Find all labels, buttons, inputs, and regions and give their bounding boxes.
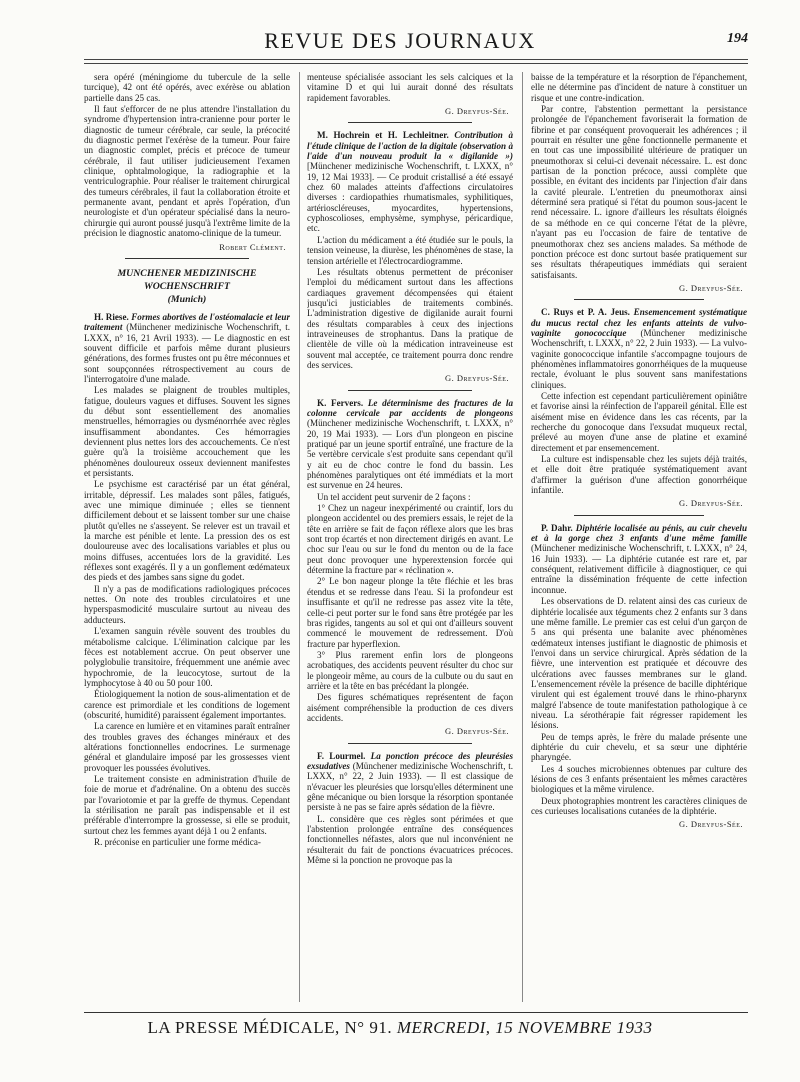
paragraph: 3° Plus rarement enfin lors de plongeons acrobatiques, des accidents peuvent résulter du choc sur le plongeoir même, au cours de la culbute ou du saut en arrière et la tête en bas précédant la plongée.: [307, 649, 513, 691]
article-abstract: [531, 523, 747, 595]
article-text: (Münchener medizinische Wochenschrift, t. LXXX, n° 24, 16 Juin 1933). — La diphtérie cutanée est rare et, par conséquent, relativement difficile à diagnostiquer, ce qui entraîne la dissémination fréquente de cette infection inconnue.: [531, 543, 747, 595]
article-abstract: [531, 307, 747, 390]
separator: [348, 390, 472, 391]
column-1: [84, 72, 290, 1004]
paragraph: Par contre, l'abstention permettant la persistance prolongée de l'épanchement favoriserait la formation de fibrine et par conséquent provoquerait les adhérences ; il pourrait en résulter une gêne fonctionnelle permanente et en tout cas une impossibilité ultérieure de pratiquer un pneumothorax si celui-ci devenait nécessaire. L. est donc partisan de la ponction précoce, aussi complète que possible, en évitant des incidents par l'injection d'air dans la cavité pleurale. L'entretien du pneumothorax ainsi déterminé sera pratiqué si l'état du poumon sous-jacent le rend nécessaire. L. ignore d'ailleurs les résultats éloignés de sa méthode en ce qui concerne l'état de la plèvre, n'ayant pas eu l'occasion de faire de tentative de pneumothorax chez ses anciens malades. Sa méthode de ponction précoce est donc surtout basée pratiquement sur ses résultats thérapeutiques immédiats qui seraient satisfaisants.: [531, 104, 747, 280]
signature: G. Dreyfus-Sée.: [444, 373, 509, 384]
page-number: 194: [727, 31, 748, 46]
column-3: [531, 72, 747, 1004]
paragraph: R. préconise en particulier une forme médica-: [94, 837, 261, 848]
column-divider: [299, 72, 300, 1002]
separator: [348, 122, 472, 123]
journal-heading: [84, 267, 290, 306]
paragraph: L'action du médicament a été étudiée sur le pouls, la tension veineuse, la diurèse, les phénomènes de stase, la tension artérielle et l'électrocardiogramme.: [307, 234, 513, 266]
article-title: Le déterminisme des fractures de la colonne cervicale par accidents de plongeons: [307, 397, 513, 418]
article-author: K. Fervers.: [317, 397, 364, 408]
article-text: [Münchener medizinische Wochenschrift, t. LXXX, n° 19, 12 Mai 1933]. — Ce produit cristallisé a été essayé chez 60 malades atteints d'affections circulatoires diverses : cardiopathies rhumatismales, syphilitiques, artérioscléreuses, myocardites, hypertensions, cyphoscolioses, emphysème, symphyse, péricardique, etc.: [307, 161, 513, 234]
paragraph: Les observations de D. relatent ainsi des cas curieux de diphtérie localisée aux téguments chez 2 enfants sur 3 dans une même famille. Le premier cas est celui d'un garçon de 5 ans qui présenta une balanite avec phénomènes œdémateux intenses justifiant le diagnostic de phimosis et l'envoi dans un service chirurgical. Après sédation de la fièvre, une intervention est pratiquée et découvre des ulcérations avec fausses membranes sur le gland. L'ensemencement révèle la présence de bacille diphtérique virulent qui est également trouvé dans le rhino-pharynx malgré l'absence de toute manifestation pathologique à ce niveau. La sérothérapie fait régresser rapidement les lésions.: [531, 596, 747, 731]
footer-date: MERCREDI, 15 NOVEMBRE 1933: [396, 1018, 653, 1037]
article-text: (Münchener medizinische Wochenschrift, t. LXXX, n° 20, 19 Mai 1933). — Lors d'un plongeon en piscine pratiqué par un jeune sportif entraîné, une fracture de la 5e vertèbre cervicale s'est produite sans cependant qu'il y ait eu de choc contre le fond du bassin. Les phénomènes paralytiques ont été immédiats et la mort est survenue en 24 heures.: [307, 418, 513, 491]
article-author: P. Dahr.: [541, 522, 573, 533]
signature: G. Dreyfus-Sée.: [678, 498, 743, 509]
paragraph: Un tel accident peut survenir de 2 façons :: [317, 491, 471, 502]
paragraph: Des figures schématiques représentent de façon aisément compréhensible la production de ces divers accidents.: [307, 692, 513, 723]
journal-name: MUNCHENER MEDIZINISCHE WOCHENSCHRIFT: [117, 267, 257, 292]
article-title: La ponction précoce des pleurésies exsudatives: [307, 750, 513, 771]
paragraph: Il faut s'efforcer de ne plus attendre l'installation du syndrome d'hypertension intra-cranienne pour porter le diagnostic de tumeur cérébrale, car seule, la précocité du diagnostic permet l'exérèse de la tumeur. Pour faire un diagnostic complet, précis et précoce de tumeur cérébrale, il faut utiliser judicieusement l'examen clinique, ophtalmologique, la radiographie et la ventriculographie. Pour réaliser le traitement chirurgical des tumeurs cérébrales, il faut la collaboration étroite et permanente avant, pendant et après l'opération, d'un neurologiste et d'un opérateur spécialisé dans la neuro-chirurgie qui auront poussé jusqu'à l'extrême limite de la précision le diagnostic anatomo-clinique de la tumeur.: [84, 104, 290, 239]
separator: [574, 515, 704, 516]
article-author: H. Riese.: [94, 311, 129, 322]
signature: G. Dreyfus-Sée.: [444, 106, 509, 117]
paragraph: sera opéré (méningiome du tubercule de la selle turcique), 42 ont été opérés, avec exérèse ou ablation partielle dans 25 cas.: [84, 72, 290, 103]
paragraph: Deux photographies montrent les caractères cliniques de ces curieuses localisations cutanées de la diphtérie.: [531, 795, 747, 817]
separator: [574, 299, 704, 300]
article-title: Ensemencement systématique du mucus rectal chez les enfants atteints de vulvo-vaginite gonococcique: [531, 307, 747, 338]
article-abstract: [84, 312, 290, 384]
paragraph: Il n'y a pas de modifications radiologiques précoces nettes. On note des troubles circulatoires et une hyperspasmodicité musculaire surtout au niveau des adducteurs.: [84, 583, 290, 625]
paragraph: Cette infection est cependant particulièrement opiniâtre et favorise ainsi la réinfection de l'appareil génital. Elle est aisément mise en évidence dans les cas récents, par la recherche du gonocoque dans l'exsudat muqueux rectal, prélevé au moyen d'une anse de platine et examiné directement et par ensemencement.: [531, 390, 747, 453]
paragraph: Peu de temps après, le frère du malade présente une diphtérie du cuir chevelu, et sa sœur une diphtérie pharyngée.: [531, 731, 747, 763]
paragraph: Les résultats obtenus permettent de préconiser l'emploi du médicament surtout dans les affections cardiaques gravement décompensées qui étaient jusqu'ici justiciables de traitements combinés. L'administration digestive de digilanide aurait fourni des résultats comparables à ceux des injections intraveineuses de strophantus. Dans la pratique de clientèle de ville où la médication intraveineuse est souvent mal acceptée, ce traitement pourra donc rendre des services.: [307, 266, 513, 370]
separator: [125, 258, 249, 259]
paragraph: L'examen sanguin révèle souvent des troubles du métabolisme calcique. L'élimination calcique par les fèces est notablement accrue. On peut observer une polyglobulie transitoire, fréquemment une anémie avec hypochromie, de la leucocytose, surtout de la lymphocytose à 40 ou 50 pour 100.: [84, 626, 290, 688]
paragraph: Le psychisme est caractérisé par un état général, irritable, dépressif. Les malades sont pâles, fatigués, avec une mimique diminuée ; elles se tiennent difficilement debout et se laissent tomber sur une chaise plutôt qu'elles ne s'asseyent. Se relever est un travail et la marche est pénible et lente. La pression des os est douloureuse avec des localisations variables et plus ou moins diffuses, accentuées lors de la gravidité. Les réflexes sont exagérés. Il y a un gonflement œdémateux des pieds et des jambes sans signe du godet.: [84, 479, 290, 583]
header-rule-secondary: [84, 63, 748, 64]
article-abstract: [307, 398, 513, 491]
paragraph: 2° Le bon nageur plonge la tête fléchie et les bras étendus et se redresse dans l'eau. Si la profondeur est insuffisante et qu'il ne redresse pas assez vite la tête, celle-ci peut porter sur le fond sans être protégée par les bras rigides, tangents au sol et qui ont d'ailleurs souvent commencé le mouvement de redressement. D'où fracture par hyperflexion.: [307, 576, 513, 649]
separator: [348, 743, 472, 744]
article-author: M. Hochrein et H. Lechleitner.: [317, 130, 449, 141]
signature: G. Dreyfus-Sée.: [678, 282, 743, 293]
paragraph: baisse de la température et la résorption de l'épanchement, elle ne détermine pas d'incident de nature à constituer un risque et une contre-indication.: [531, 72, 747, 103]
paragraph: Les malades se plaignent de troubles multiples, fatigue, douleurs vagues et diffuses. Souvent les signes du début sont essentiellement des anomalies menstruelles, hémorragies ou dysménorrhée avec règles insuffisamment abondantes. Ces hémorragies deviennent plus nettes lors des accouchements. Ce n'est guère qu'à la troisième accouchement que les phénomènes douloureux osseux deviennent manifestes et persistants.: [84, 385, 290, 478]
paragraph: Étiologiquement la notion de sous-alimentation et de carence est primordiale et les conditions de logement (obscurité, humidité) paraissent également importantes.: [84, 689, 290, 720]
header-rule: [84, 59, 748, 60]
footer-journal: LA PRESSE MÉDICALE, N° 91.: [147, 1018, 393, 1037]
article-author: F. Lourmel.: [317, 750, 366, 761]
paragraph: Les 4 souches microbiennes obtenues par culture des lésions de ces 3 enfants présentaient les mêmes caractères biologiques et la même virulence.: [531, 763, 747, 795]
article-text: (Münchener medizinische Wochenschrift, t. LXXX, n° 16, 21 Avril 1933). — Le diagnostic en est souvent difficile et parfois même durant plusieurs générations, des formes frustes ont pu être méconnues et sont soupçonnées rétrospectivement au cours de l'interrogatoire d'une malade.: [84, 322, 290, 384]
running-header-title: REVUE DES JOURNAUX: [264, 28, 536, 53]
signature: G. Dreyfus-Sée.: [444, 726, 509, 737]
footer-rule: [84, 1012, 748, 1013]
column-divider: [522, 72, 523, 1002]
paragraph: L. considère que ces règles sont périmées et que l'abstention prolongée entraîne des conséquences fonctionnelles néfastes, alors que nul inconvénient ne résulterait du fait de ponctions évacuatrices précoces. Même si la ponction ne provoque pas la: [307, 813, 513, 866]
paragraph: La culture est indispensable chez les sujets déjà traités, et elle doit être pratiquée systématiquement avant d'affirmer la guérison d'une affection gonorrhéique infantile.: [531, 454, 747, 496]
article-author: C. Ruys et P. A. Jeus.: [541, 307, 630, 318]
signature: Robert Clément.: [219, 241, 286, 252]
article-abstract: [307, 751, 513, 813]
article-abstract: [307, 130, 513, 233]
running-footer: [0, 1018, 800, 1038]
paragraph: Le traitement consiste en administration d'huile de foie de morue et d'adrénaline. On a obtenu des succès par l'ovariotomie et par la greffe de thymus. Cependant la stérilisation ne paraît pas indispensable et il est préférable d'interrompre la grossesse, si elle se produit, surtout chez les femmes ayant déjà 1 ou 2 enfants.: [84, 773, 290, 836]
article-title: Formes abortives de l'ostéomalacie et leur traitement: [84, 311, 290, 333]
signature: G. Dreyfus-Sée.: [678, 819, 743, 830]
paragraph: menteuse spécialisée associant les sels calciques et la vitamine D et qui lui aurait donné des résultats rapidement favorables.: [307, 72, 513, 103]
paragraph: La carence en lumière et en vitamines paraît entraîner des troubles graves des échanges minéraux et des altérations fonctionnelles endocrines. Le surmenage général et glandulaire imposé par les grossesses vient provoquer les poussées évolutives.: [84, 721, 290, 773]
column-2: [307, 72, 513, 1004]
article-text: (Münchener medizinische Wochenschrift, t. LXXX, n° 22, 2 Juin 1933). — Il est classique de n'évacuer les pleurésies que lorsqu'elles déterminent une gêne mécanique ou bien lorsque la résorption spontanée persiste à ne pas se faire après sédation de la fièvre.: [307, 760, 513, 813]
journal-city: (Munich): [167, 293, 207, 305]
paragraph: 1° Chez un nageur inexpérimenté ou craintif, lors du plongeon accidentel ou des premiers essais, le rejet de la tête en arrière se fait de façon réflexe alors que les bras sont trop écartés et non directement dirigés en avant. Le choc sur l'eau ou sur le fond du menton ou de la face peut donc provoquer une hyperextension forcée qui détermine la fracture par « réclination ».: [307, 503, 513, 576]
article-text: (Münchener medizinische Wochenschrift, t. LXXX, n° 22, 2 Juin 1933). — La vulvo-vaginite gonococcique infantile s'accompagne toujours de phénomènes inflammatoires gonorrhéiques de la muqueuse rectale, évoluant le plus souvent sans manifestations cliniques.: [531, 327, 747, 390]
article-title: Diphtérie localisée au pénis, au cuir chevelu et à la gorge chez 3 enfants d'une même famille: [531, 522, 747, 544]
article-title: Contribution à l'étude clinique de l'action de la digitale (observation à l'aide d'un nouveau produit la « digilanide »): [307, 130, 513, 162]
